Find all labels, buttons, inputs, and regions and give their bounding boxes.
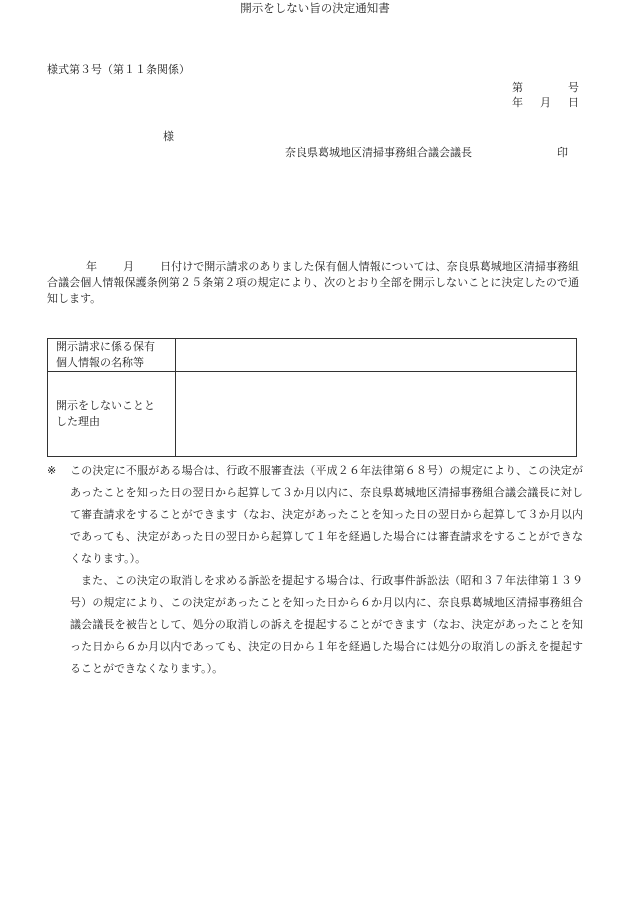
- row-value-info-name: [176, 339, 577, 372]
- date-month: 月: [540, 96, 551, 109]
- note-appeal: [47, 460, 583, 570]
- body-year: 年: [86, 260, 98, 273]
- form-number: 様式第３号（第１１条関係）: [47, 63, 190, 76]
- body-paragraph: [47, 259, 579, 307]
- table-row: [48, 339, 577, 372]
- date-day: 日: [568, 96, 579, 109]
- note-lawsuit: また、この決定の取消しを求める訴訟を提起する場合は、行政事件訴訟法（昭和３７年法律第１３９号）の規定により、この決定があったことを知った日から６か月以内に、奈良県葛城地区清掃事務組合議会議長を被告として、処分の取消しの訴えを提起することができます（なお、決定があったことを知った日から６か月以内であっても、決定の日から１年を経過した場合には処分の取消しの訴えを提起することができなくなります。）。: [70, 574, 583, 675]
- sender-name: 奈良県葛城地区清掃事務組合議会議長: [285, 146, 472, 159]
- date-year: 年: [512, 96, 523, 109]
- body-text: 日付けで開示請求のありました保有個人情報については、奈良県葛城地区清掃事務組合議会個人情報保護条例第２５条第２項の規定により、次のとおり全部を開示しないことに決定したので通知します。: [47, 260, 580, 305]
- number-suffix: 号: [568, 81, 579, 94]
- document-title: 開示をしない旨の決定通知書: [240, 1, 390, 15]
- row-label-reason: 開示をしないことと した理由: [48, 372, 176, 457]
- notes-section: [47, 460, 583, 680]
- disclosure-table: [47, 338, 577, 457]
- body-month: 月: [123, 260, 135, 273]
- row-value-reason: [176, 372, 577, 457]
- note-appeal-text: この決定に不服がある場合は、行政不服審査法（平成２６年法律第６８号）の規定により、この決定があったことを知った日の翌日から起算して３か月以内に、奈良県葛城地区清掃事務組合議会議長に対して審査請求をすることができます（なお、決定があったことを知った日の翌日から起算して３か月以内であっても、決定があった日の翌日から起算して１年を経過した場合には審査請求をすることができなくなります。）。: [70, 464, 583, 565]
- seal-mark: 印: [557, 146, 568, 159]
- note-mark: ※: [47, 464, 57, 477]
- number-prefix: 第: [512, 81, 523, 94]
- table-row: [48, 372, 577, 457]
- recipient-suffix: 様: [163, 130, 174, 143]
- row-label-info-name: 開示請求に係る保有 個人情報の名称等: [48, 339, 176, 372]
